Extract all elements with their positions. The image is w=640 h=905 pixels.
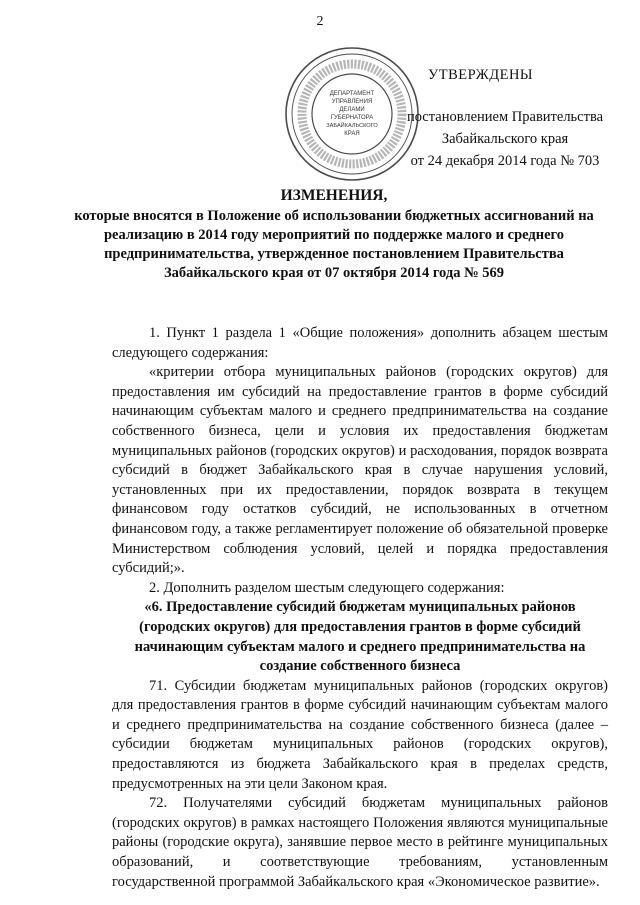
page-number: 2 (316, 14, 324, 29)
paragraph: 1. Пункт 1 раздела 1 «Общие положения» дополнить абзацем шестым следующего содержания: (112, 325, 608, 361)
paragraph: 72. Получателями субсидий бюджетам муниципальных районов (городских округов) в рамках настоящего Положения являются муниципальные районы (городские округа), занявшие первое место в рейтинге муниципальных образований, и соответствующие требованиям, установленным государственной программой Забайкальского края «Экономическое развитие». (112, 795, 608, 890)
seal-inner-line: ДЕПАРТАМЕНТ (329, 91, 375, 97)
document-body (112, 324, 608, 892)
seal-inner-line: ДЕЛАМИ (339, 107, 365, 113)
document-heading (64, 186, 604, 283)
paragraph: 71. Субсидии бюджетам муниципальных районов (городских округов) для предоставления грантов в форме субсидий начинающим субъектам малого и среднего предпринимательства на создание собственного бизнеса (далее – субсидии бюджетам муниципальных районов (городских округов), предоставляются из бюджета Забайкальского края в пределах средств, предусмотренных на эти цели Законом края. (112, 677, 608, 792)
section-title: «6. Предоставление субсидий бюджетам муниципальных районов (городских округов) для предоставления грантов в форме субсидий начинающим субъектам малого и среднего предпринимательства на создание собственного бизнеса (134, 599, 586, 675)
approval-line: от 24 декабря 2014 года № 703 (410, 153, 600, 169)
approval-block (390, 64, 620, 172)
heading-title: ИЗМЕНЕНИЯ, (280, 187, 388, 204)
approval-line: Забайкальского края (441, 131, 569, 147)
paragraph: 2. Дополнить разделом шестым следующего содержания: (149, 579, 505, 596)
seal-inner-line: ГУБЕРНАТОРА (330, 115, 374, 121)
approval-title: УТВЕРЖДЕНЫ (428, 67, 534, 83)
seal-inner-line: ЗАБАЙКАЛЬСКОГО (326, 123, 378, 129)
approval-line: постановлением Правительства (406, 109, 604, 125)
paragraph: «критерии отбора муниципальных районов (городских округов) для предоставления им субсидий на предоставление грантов в форме субсидий начинающим субъектам малого и среднего предпринимательства на создание собственного бизнеса, цели и условия их предоставления бюджетам муниципальных районов (городских округов) и расходования, порядок возврата субсидий в бюджет Забайкальского края в случае нарушения условий, установленных при их предоставлении, порядок возврата в текущем финансовом году остатков субсидий, не использованных в отчетном финансовом году, а также регламентирует положение об обязательной проверке Министерством соблюдения условий, целей и порядка предоставления субсидий;». (112, 364, 608, 577)
heading-subtitle: которые вносятся в Положение об использовании бюджетных ассигнований на реализацию в 2014 году мероприятий по поддержке малого и среднего предпринимательства, утвержденное постановлением Правительства Забайкальского края от 07 октября 2014 года № 569 (74, 208, 594, 281)
seal-inner-line: УПРАВЛЕНИЯ (331, 99, 373, 105)
seal-inner-line: КРАЯ (344, 131, 360, 137)
